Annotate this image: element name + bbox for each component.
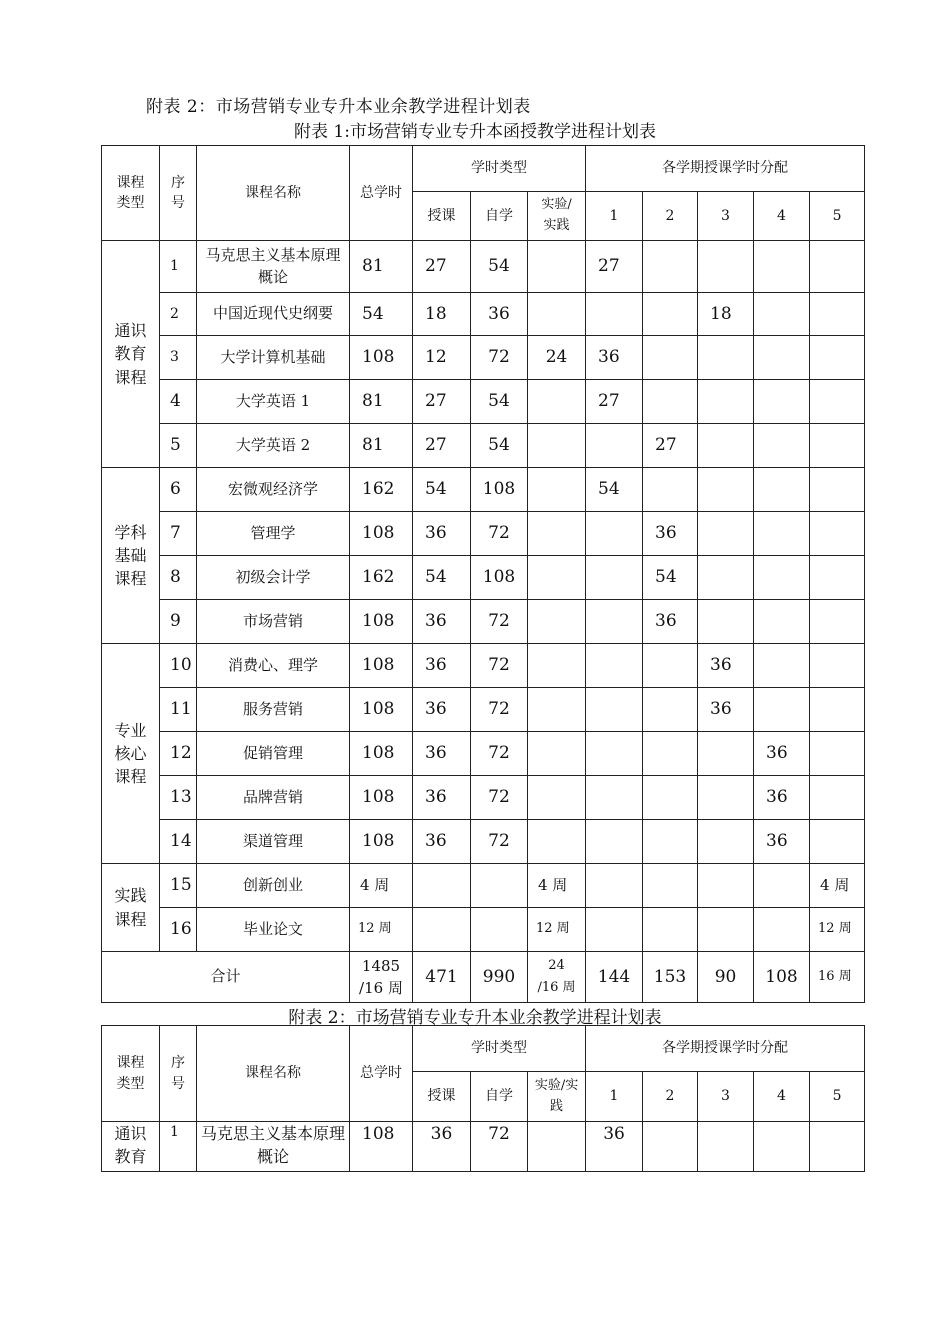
course-name-cell: 服务营销 bbox=[197, 688, 350, 732]
semester-2-cell bbox=[643, 336, 698, 380]
t2-header-semester-3: 3 bbox=[698, 1072, 754, 1122]
semester-1-cell: 27 bbox=[586, 380, 643, 424]
semester-3-cell: 36 bbox=[698, 688, 754, 732]
header-self-study: 自学 bbox=[471, 192, 528, 241]
semester-4-cell bbox=[754, 293, 810, 336]
seq-cell: 14 bbox=[160, 820, 197, 864]
header-practice: 实验/ 实践 bbox=[528, 192, 586, 241]
semester-3-cell bbox=[698, 600, 754, 644]
semester-1-cell bbox=[586, 293, 643, 336]
practice-cell bbox=[528, 644, 586, 688]
table-row bbox=[102, 688, 865, 732]
t2-semester-4-cell bbox=[754, 1122, 810, 1172]
t2-header-total-hours: 总学时 bbox=[350, 1026, 413, 1122]
semester-4-cell bbox=[754, 336, 810, 380]
semester-2-cell: 27 bbox=[643, 424, 698, 468]
practice-cell bbox=[528, 556, 586, 600]
practice-cell bbox=[528, 468, 586, 512]
total-hours-cell: 81 bbox=[350, 241, 413, 293]
semester-4-cell: 36 bbox=[754, 732, 810, 776]
self-study-cell: 72 bbox=[471, 820, 528, 864]
semester-2-cell: 54 bbox=[643, 556, 698, 600]
semester-3-cell: 36 bbox=[698, 644, 754, 688]
semester-3-cell bbox=[698, 241, 754, 293]
practice-cell bbox=[528, 293, 586, 336]
table2-title: 附表 2：市场营销专业专升本业余教学进程计划表 bbox=[288, 1008, 662, 1028]
seq-cell: 11 bbox=[160, 688, 197, 732]
semester-4-cell bbox=[754, 688, 810, 732]
semester-5-cell bbox=[810, 600, 865, 644]
semester-3-cell bbox=[698, 468, 754, 512]
self-study-cell: 54 bbox=[471, 424, 528, 468]
semester-5-cell: 12 周 bbox=[810, 908, 865, 952]
semester-2-cell bbox=[643, 380, 698, 424]
t2-semester-2-cell bbox=[643, 1122, 698, 1172]
semester-1-cell bbox=[586, 688, 643, 732]
lecture-cell: 27 bbox=[413, 241, 471, 293]
practice-cell: 12 周 bbox=[528, 908, 586, 952]
lecture-cell: 36 bbox=[413, 820, 471, 864]
semester-1-cell bbox=[586, 776, 643, 820]
total-hours-cell: 12 周 bbox=[350, 908, 413, 952]
total-hours-cell: 108 bbox=[350, 644, 413, 688]
semester-3-cell bbox=[698, 380, 754, 424]
t2-header-category: 课程 类型 bbox=[102, 1026, 160, 1122]
course-name-cell: 促销管理 bbox=[197, 732, 350, 776]
table-row bbox=[102, 241, 865, 293]
semester-3-cell bbox=[698, 776, 754, 820]
semester-5-cell bbox=[810, 688, 865, 732]
semester-3-cell: 18 bbox=[698, 293, 754, 336]
table-row bbox=[102, 556, 865, 600]
seq-cell: 16 bbox=[160, 908, 197, 952]
t2-self-study-cell: 72 bbox=[471, 1122, 528, 1172]
semester-5-cell bbox=[810, 241, 865, 293]
self-study-cell: 72 bbox=[471, 512, 528, 556]
lecture-cell bbox=[413, 908, 471, 952]
total-hours-cell: 108 bbox=[350, 512, 413, 556]
semester-1-cell bbox=[586, 644, 643, 688]
practice-cell bbox=[528, 776, 586, 820]
total-hours-cell: 108 bbox=[350, 688, 413, 732]
t2-header-practice: 实验/实 践 bbox=[528, 1072, 586, 1122]
practice-cell bbox=[528, 820, 586, 864]
total-hours-cell: 81 bbox=[350, 380, 413, 424]
semester-3-cell bbox=[698, 336, 754, 380]
practice-cell: 4 周 bbox=[528, 864, 586, 908]
course-name-cell: 品牌营销 bbox=[197, 776, 350, 820]
course-name-cell: 马克思主义基本原理 概论 bbox=[197, 241, 350, 293]
semester-5-cell bbox=[810, 380, 865, 424]
header-semester-distribution: 各学期授课学时分配 bbox=[586, 146, 865, 192]
semester-5-cell bbox=[810, 820, 865, 864]
t2-header-row-1 bbox=[102, 1026, 865, 1072]
practice-cell bbox=[528, 688, 586, 732]
self-study-cell bbox=[471, 908, 528, 952]
course-name-cell: 大学英语 2 bbox=[197, 424, 350, 468]
table-row bbox=[102, 512, 865, 556]
course-name-cell: 中国近现代史纲要 bbox=[197, 293, 350, 336]
teaching-plan-table-2 bbox=[101, 1025, 865, 1172]
total-semester-5-cell: 16 周 bbox=[810, 952, 865, 1003]
semester-5-cell bbox=[810, 424, 865, 468]
semester-1-cell bbox=[586, 424, 643, 468]
seq-cell: 12 bbox=[160, 732, 197, 776]
semester-2-cell bbox=[643, 732, 698, 776]
semester-2-cell bbox=[643, 776, 698, 820]
t2-course-name-cell: 马克思主义基本原理 概论 bbox=[197, 1122, 350, 1172]
lecture-cell: 36 bbox=[413, 776, 471, 820]
semester-4-cell bbox=[754, 468, 810, 512]
total-hours-cell: 162 bbox=[350, 556, 413, 600]
semester-4-cell bbox=[754, 644, 810, 688]
t2-header-semester-distribution: 各学期授课学时分配 bbox=[586, 1026, 865, 1072]
semester-5-cell bbox=[810, 293, 865, 336]
semester-2-cell bbox=[643, 468, 698, 512]
semester-5-cell bbox=[810, 556, 865, 600]
semester-4-cell bbox=[754, 908, 810, 952]
total-hours-cell: 108 bbox=[350, 732, 413, 776]
lecture-cell: 36 bbox=[413, 644, 471, 688]
semester-4-cell: 36 bbox=[754, 776, 810, 820]
semester-2-cell bbox=[643, 241, 698, 293]
t2-header-semester-4: 4 bbox=[754, 1072, 810, 1122]
semester-2-cell bbox=[643, 644, 698, 688]
course-name-cell: 初级会计学 bbox=[197, 556, 350, 600]
t2-semester-1-cell: 36 bbox=[586, 1122, 643, 1172]
header-semester-3: 3 bbox=[698, 192, 754, 241]
total-row bbox=[102, 952, 865, 1003]
course-name-cell: 消费心、理学 bbox=[197, 644, 350, 688]
header-semester-1: 1 bbox=[586, 192, 643, 241]
self-study-cell: 54 bbox=[471, 380, 528, 424]
seq-cell: 8 bbox=[160, 556, 197, 600]
seq-cell: 7 bbox=[160, 512, 197, 556]
total-hours-cell: 108 bbox=[350, 600, 413, 644]
t2-header-semester-1: 1 bbox=[586, 1072, 643, 1122]
semester-5-cell bbox=[810, 644, 865, 688]
semester-3-cell bbox=[698, 424, 754, 468]
semester-4-cell: 36 bbox=[754, 820, 810, 864]
total-hours-cell: 4 周 bbox=[350, 864, 413, 908]
seq-cell: 6 bbox=[160, 468, 197, 512]
table-row bbox=[102, 644, 865, 688]
total-practice-cell: 24 /16 周 bbox=[528, 952, 586, 1003]
semester-4-cell bbox=[754, 512, 810, 556]
seq-cell: 1 bbox=[160, 241, 197, 293]
semester-2-cell: 36 bbox=[643, 512, 698, 556]
t2-semester-3-cell bbox=[698, 1122, 754, 1172]
practice-cell: 24 bbox=[528, 336, 586, 380]
t2-table-row bbox=[102, 1122, 865, 1172]
lecture-cell bbox=[413, 864, 471, 908]
practice-cell bbox=[528, 512, 586, 556]
table-row bbox=[102, 864, 865, 908]
t2-header-lecture: 授课 bbox=[413, 1072, 471, 1122]
semester-4-cell bbox=[754, 424, 810, 468]
header-row-1 bbox=[102, 146, 865, 192]
total-hours-cell: 162 bbox=[350, 468, 413, 512]
semester-5-cell bbox=[810, 776, 865, 820]
practice-cell bbox=[528, 732, 586, 776]
semester-4-cell bbox=[754, 241, 810, 293]
table-row bbox=[102, 424, 865, 468]
self-study-cell: 54 bbox=[471, 241, 528, 293]
semester-3-cell bbox=[698, 556, 754, 600]
grand-total-cell: 1485 /16 周 bbox=[350, 952, 413, 1003]
course-name-cell: 渠道管理 bbox=[197, 820, 350, 864]
course-name-cell: 毕业论文 bbox=[197, 908, 350, 952]
semester-1-cell bbox=[586, 556, 643, 600]
course-name-cell: 管理学 bbox=[197, 512, 350, 556]
semester-3-cell bbox=[698, 908, 754, 952]
seq-cell: 4 bbox=[160, 380, 197, 424]
semester-5-cell bbox=[810, 732, 865, 776]
table-row bbox=[102, 468, 865, 512]
seq-cell: 15 bbox=[160, 864, 197, 908]
header-semester-2: 2 bbox=[643, 192, 698, 241]
total-semester-4-cell: 108 bbox=[754, 952, 810, 1003]
practice-cell bbox=[528, 241, 586, 293]
total-hours-cell: 108 bbox=[350, 820, 413, 864]
self-study-cell: 72 bbox=[471, 732, 528, 776]
semester-3-cell bbox=[698, 864, 754, 908]
self-study-cell: 72 bbox=[471, 776, 528, 820]
practice-cell bbox=[528, 600, 586, 644]
table1-title: 附表 1:市场营销专业专升本函授教学进程计划表 bbox=[294, 122, 656, 142]
table-row bbox=[102, 732, 865, 776]
table-row bbox=[102, 908, 865, 952]
t2-lecture-cell: 36 bbox=[413, 1122, 471, 1172]
lecture-cell: 36 bbox=[413, 732, 471, 776]
t2-header-self-study: 自学 bbox=[471, 1072, 528, 1122]
category-cell: 通识 教育 课程 bbox=[102, 241, 160, 468]
self-study-cell: 108 bbox=[471, 556, 528, 600]
total-hours-cell: 54 bbox=[350, 293, 413, 336]
semester-1-cell bbox=[586, 600, 643, 644]
self-study-cell: 108 bbox=[471, 468, 528, 512]
course-name-cell: 创新创业 bbox=[197, 864, 350, 908]
semester-3-cell bbox=[698, 732, 754, 776]
course-name-cell: 大学计算机基础 bbox=[197, 336, 350, 380]
total-semester-3-cell: 90 bbox=[698, 952, 754, 1003]
semester-4-cell bbox=[754, 864, 810, 908]
seq-cell: 2 bbox=[160, 293, 197, 336]
seq-cell: 9 bbox=[160, 600, 197, 644]
t2-header-semester-5: 5 bbox=[810, 1072, 865, 1122]
semester-4-cell bbox=[754, 600, 810, 644]
lecture-cell: 54 bbox=[413, 468, 471, 512]
semester-2-cell bbox=[643, 688, 698, 732]
lecture-cell: 36 bbox=[413, 600, 471, 644]
lecture-cell: 27 bbox=[413, 380, 471, 424]
t2-practice-cell bbox=[528, 1122, 586, 1172]
category-cell: 实践 课程 bbox=[102, 864, 160, 952]
header-total-hours: 总学时 bbox=[350, 146, 413, 241]
header-hour-type: 学时类型 bbox=[413, 146, 586, 192]
lecture-cell: 36 bbox=[413, 512, 471, 556]
seq-cell: 3 bbox=[160, 336, 197, 380]
total-semester-1-cell: 144 bbox=[586, 952, 643, 1003]
total-semester-2-cell: 153 bbox=[643, 952, 698, 1003]
category-cell: 专业 核心 课程 bbox=[102, 644, 160, 864]
t2-category-cell: 通识 教育 bbox=[102, 1122, 160, 1172]
header-lecture: 授课 bbox=[413, 192, 471, 241]
table-row bbox=[102, 820, 865, 864]
semester-2-cell bbox=[643, 293, 698, 336]
t2-semester-5-cell bbox=[810, 1122, 865, 1172]
header-course-name: 课程名称 bbox=[197, 146, 350, 241]
total-label-cell: 合计 bbox=[102, 952, 350, 1003]
category-cell: 学科 基础 课程 bbox=[102, 468, 160, 644]
t2-total-cell: 108 bbox=[350, 1122, 413, 1172]
self-study-cell: 72 bbox=[471, 644, 528, 688]
table-row bbox=[102, 600, 865, 644]
table-row bbox=[102, 293, 865, 336]
teaching-plan-table-1 bbox=[101, 145, 865, 1003]
semester-5-cell bbox=[810, 512, 865, 556]
practice-cell bbox=[528, 424, 586, 468]
lecture-cell: 36 bbox=[413, 688, 471, 732]
semester-4-cell bbox=[754, 556, 810, 600]
semester-1-cell bbox=[586, 908, 643, 952]
course-name-cell: 市场营销 bbox=[197, 600, 350, 644]
semester-2-cell: 36 bbox=[643, 600, 698, 644]
total-self-study-cell: 990 bbox=[471, 952, 528, 1003]
t2-header-course-name: 课程名称 bbox=[197, 1026, 350, 1122]
t2-seq-cell: 1 bbox=[160, 1122, 197, 1172]
table-row bbox=[102, 336, 865, 380]
t2-header-semester-2: 2 bbox=[643, 1072, 698, 1122]
top-heading: 附表 2：市场营销专业专升本业余教学进程计划表 bbox=[146, 97, 531, 117]
total-hours-cell: 81 bbox=[350, 424, 413, 468]
semester-4-cell bbox=[754, 380, 810, 424]
lecture-cell: 54 bbox=[413, 556, 471, 600]
lecture-cell: 12 bbox=[413, 336, 471, 380]
total-hours-cell: 108 bbox=[350, 776, 413, 820]
semester-5-cell bbox=[810, 468, 865, 512]
semester-1-cell: 27 bbox=[586, 241, 643, 293]
seq-cell: 13 bbox=[160, 776, 197, 820]
table-row bbox=[102, 776, 865, 820]
self-study-cell: 72 bbox=[471, 600, 528, 644]
header-semester-5: 5 bbox=[810, 192, 865, 241]
self-study-cell: 72 bbox=[471, 336, 528, 380]
semester-2-cell bbox=[643, 864, 698, 908]
self-study-cell bbox=[471, 864, 528, 908]
semester-3-cell bbox=[698, 512, 754, 556]
semester-1-cell bbox=[586, 864, 643, 908]
header-seq: 序 号 bbox=[160, 146, 197, 241]
header-semester-4: 4 bbox=[754, 192, 810, 241]
total-lecture-cell: 471 bbox=[413, 952, 471, 1003]
t2-header-hour-type: 学时类型 bbox=[413, 1026, 586, 1072]
semester-5-cell bbox=[810, 336, 865, 380]
semester-1-cell bbox=[586, 512, 643, 556]
semester-2-cell bbox=[643, 908, 698, 952]
total-hours-cell: 108 bbox=[350, 336, 413, 380]
header-category: 课程 类型 bbox=[102, 146, 160, 241]
lecture-cell: 27 bbox=[413, 424, 471, 468]
self-study-cell: 72 bbox=[471, 688, 528, 732]
semester-3-cell bbox=[698, 820, 754, 864]
semester-5-cell: 4 周 bbox=[810, 864, 865, 908]
lecture-cell: 18 bbox=[413, 293, 471, 336]
t2-header-seq: 序 号 bbox=[160, 1026, 197, 1122]
practice-cell bbox=[528, 380, 586, 424]
course-name-cell: 宏微观经济学 bbox=[197, 468, 350, 512]
self-study-cell: 36 bbox=[471, 293, 528, 336]
course-name-cell: 大学英语 1 bbox=[197, 380, 350, 424]
semester-1-cell bbox=[586, 820, 643, 864]
semester-2-cell bbox=[643, 820, 698, 864]
semester-1-cell bbox=[586, 732, 643, 776]
seq-cell: 5 bbox=[160, 424, 197, 468]
table-row bbox=[102, 380, 865, 424]
semester-1-cell: 36 bbox=[586, 336, 643, 380]
semester-1-cell: 54 bbox=[586, 468, 643, 512]
seq-cell: 10 bbox=[160, 644, 197, 688]
